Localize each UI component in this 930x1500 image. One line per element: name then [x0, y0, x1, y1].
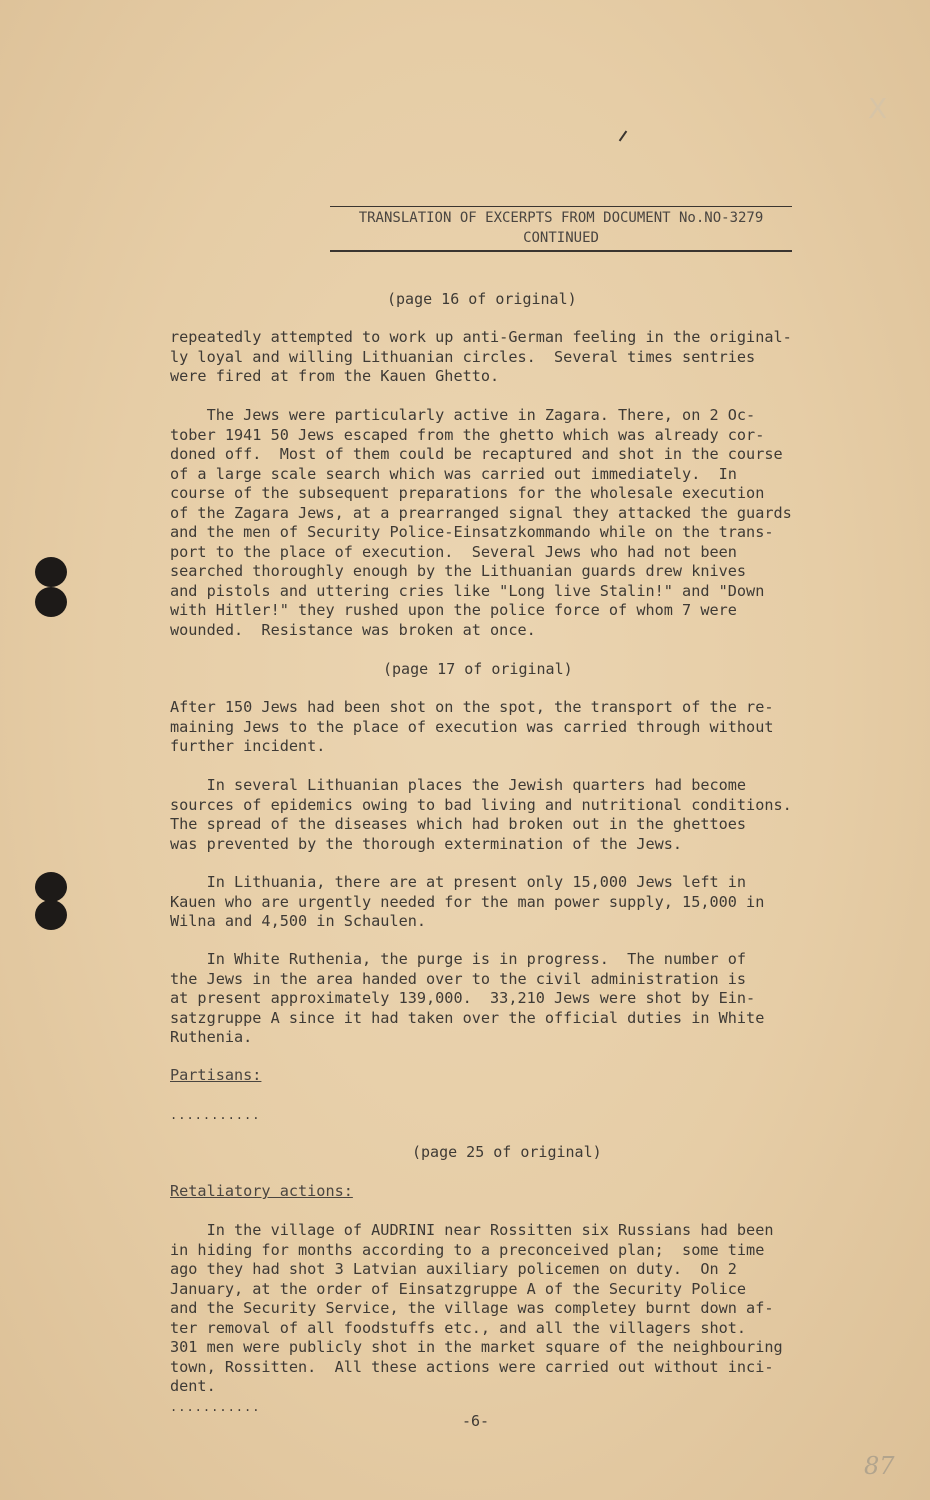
ellipsis-partisans: ...........: [170, 1108, 261, 1122]
pen-tick-mark: [619, 131, 628, 142]
paragraph-audrini: In the village of AUDRINI near Rossitten six Russians had been in hiding for months according to a preconceived plan; some time ago they had shot 3 Latvian auxiliary policemen on duty. On 2 January, at the order of Einsatzgruppe A of the Security Police and the Security Service, the village was completey burnt down af- ter removal of all foodstuffs etc., and all the villagers shot. 301 men were publicly shot in the market square of the neighbouring town, Rossitten. All these actions were carried out without inci- dent.: [170, 1221, 783, 1395]
section-label-partisans: Partisans:: [170, 1066, 262, 1084]
punch-hole-icon: [35, 900, 67, 930]
paragraph-lithuania-count: In Lithuania, there are at present only 15,000 Jews left in Kauen who are urgently needed for the man power supply, 15,000 in Wilna and 4,500 in Schaulen.: [170, 873, 765, 930]
punch-hole-icon: [35, 872, 67, 902]
page-ref-17: (page 17 of original): [383, 660, 573, 678]
faint-x-mark: X: [868, 92, 888, 125]
punch-hole-icon: [35, 587, 67, 617]
paragraph-transport: After 150 Jews had been shot on the spot, the transport of the re- maining Jews to the place of execution was carried through without further incident.: [170, 698, 774, 755]
paragraph-epidemics: In several Lithuanian places the Jewish quarters had become sources of epidemics owing to bad living and nutritional conditions. The spread of the diseases which had broken out in the ghettoes was prevented by the thorough extermination of the Jews.: [170, 776, 792, 853]
paragraph-zagara: The Jews were particularly active in Zagara. There, on 2 Oc- tober 1941 50 Jews escaped from the ghetto which was already cor- doned off. Most of them could be recaptured and shot in the course of a large scale search which was carried out immediately. In course of the subsequent preparations for the wholesale execution of the Zagara Jews, at a prearranged signal they attacked the guards and the men of Security Police-Einsatzkommando while on the trans- port to the place of execution. Several Jews who had not been searched thoroughly enough by the Lithuanian guards drew knives and pistols and uttering cries like "Long live Stalin!" and "Down with Hitler!" they rushed upon the police force of whom 7 were wounded. Resistance was broken at once.: [170, 406, 792, 639]
page-ref-16: (page 16 of original): [387, 290, 577, 308]
page-ref-25: (page 25 of original): [412, 1143, 602, 1161]
paragraph-white-ruthenia: In White Ruthenia, the purge is in progress. The number of the Jews in the area handed over to the civil administration is at present approximately 139,000. 33,210 Jews were shot by Ein- satzgruppe A since it had taken over the official duties in White Ruthenia.: [170, 950, 765, 1046]
paragraph-kauen: repeatedly attempted to work up anti-German feeling in the original- ly loyal and willing Lithuanian circles. Several times sentries were fired at from the Kauen Ghetto.: [170, 328, 792, 385]
document-heading: [330, 206, 792, 252]
section-label-retaliatory: Retaliatory actions:: [170, 1182, 353, 1200]
heading-title: TRANSLATION OF EXCERPTS FROM DOCUMENT No.NO-3279: [330, 206, 792, 228]
handwritten-folio-number: 87: [864, 1452, 895, 1480]
page-number: -6-: [462, 1412, 490, 1430]
punch-hole-icon: [35, 557, 67, 587]
ellipsis-end: ...........: [170, 1400, 261, 1414]
heading-continued: CONTINUED: [330, 228, 792, 252]
